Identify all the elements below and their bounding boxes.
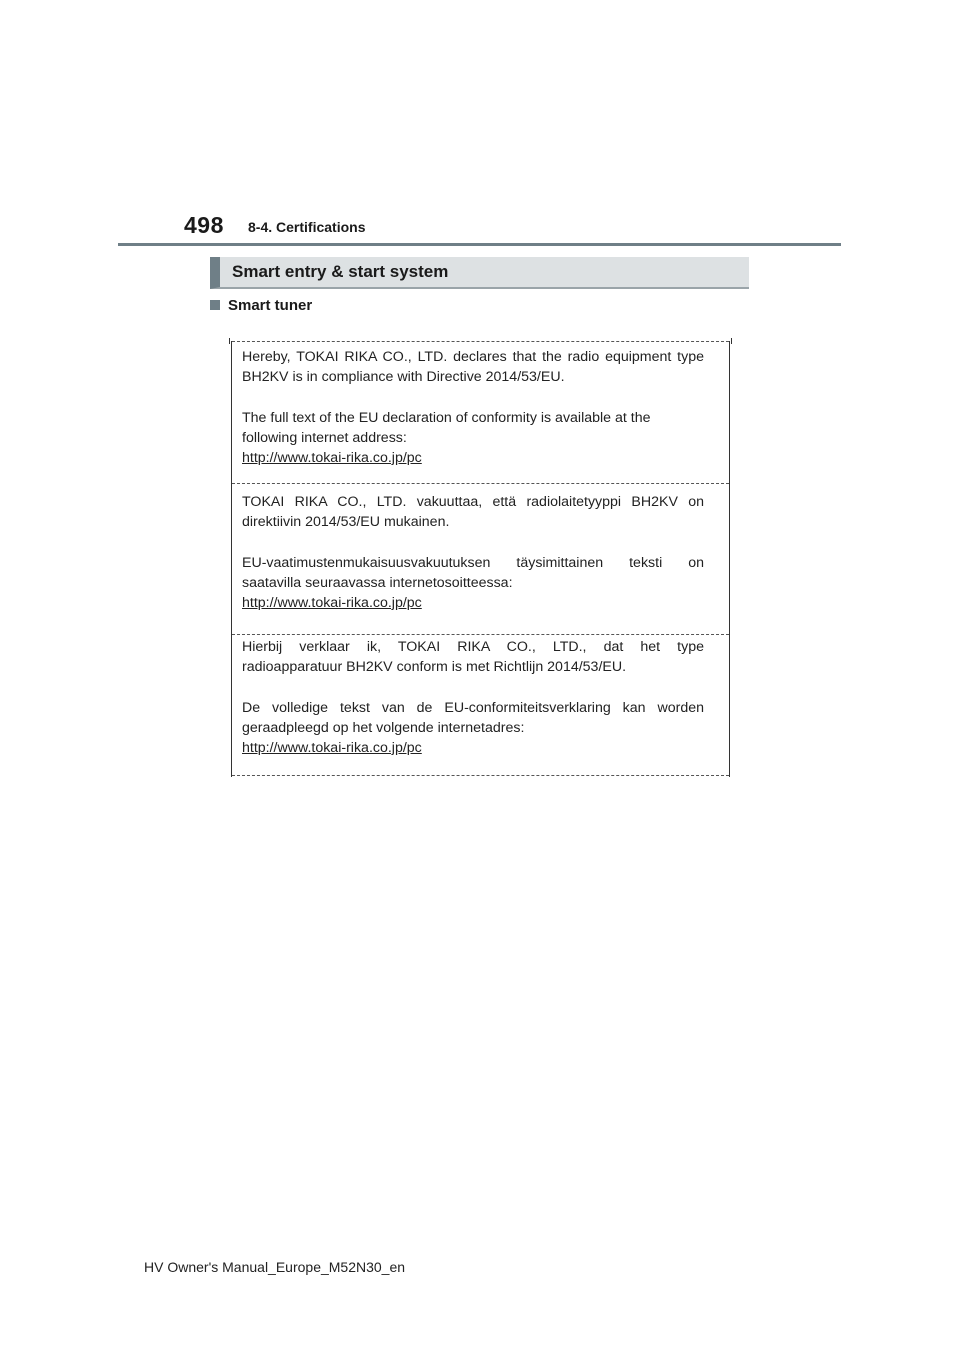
section-title: Smart entry & start system (232, 262, 449, 281)
declaration-line: BH2KV is in compliance with Directive 2014/53/EU. (242, 369, 565, 385)
declaration-line: direktiivin 2014/53/EU mukainen. (242, 514, 450, 530)
declaration-line: following internet address: (242, 430, 407, 446)
declaration-dutch (242, 637, 704, 758)
bottom-separator (232, 775, 729, 776)
header-rule (118, 243, 841, 246)
section-label: 8-4. Certifications (248, 219, 366, 235)
declaration-url-link[interactable]: http://www.tokai-rika.co.jp/pc (242, 595, 422, 611)
square-bullet-icon (210, 300, 220, 310)
declaration-line: radioapparatuur BH2KV conform is met Richtlijn 2014/53/EU. (242, 659, 627, 675)
declaration-line: TOKAI RIKA CO., LTD. vakuuttaa, että radiolaitetyyppi BH2KV on (242, 494, 704, 510)
top-separator (232, 341, 729, 342)
declaration-line: De volledige tekst van de EU-conformiteitsverklaring kan worden (242, 700, 704, 716)
corner-mark (229, 338, 230, 344)
declaration-line: geraadpleegd op het volgende internetadres: (242, 720, 525, 736)
title-bar (210, 257, 749, 289)
separator (232, 483, 729, 484)
declaration-line: Hereby, TOKAI RIKA CO., LTD. declares that the radio equipment type (242, 349, 704, 365)
declaration-line: saatavilla seuraavassa internetosoitteessa: (242, 575, 513, 591)
declaration-line: Hierbij verklaar ik, TOKAI RIKA CO., LTD., dat het type (242, 639, 704, 655)
separator (232, 634, 729, 635)
declaration-box (231, 341, 730, 777)
subheading (210, 297, 312, 314)
footer-manual-id: HV Owner's Manual_Europe_M52N30_en (144, 1259, 406, 1275)
declaration-english (242, 347, 704, 468)
corner-mark (731, 338, 732, 344)
declaration-url-link[interactable]: http://www.tokai-rika.co.jp/pc (242, 450, 422, 466)
declaration-url-link[interactable]: http://www.tokai-rika.co.jp/pc (242, 740, 422, 756)
declaration-line: The full text of the EU declaration of conformity is available at the (242, 410, 651, 426)
page-number: 498 (184, 212, 224, 238)
declaration-finnish (242, 492, 704, 613)
subheading-text: Smart tuner (228, 297, 313, 314)
declaration-line: EU-vaatimustenmukaisuusvakuutuksen täysimittainen teksti on (242, 555, 704, 571)
